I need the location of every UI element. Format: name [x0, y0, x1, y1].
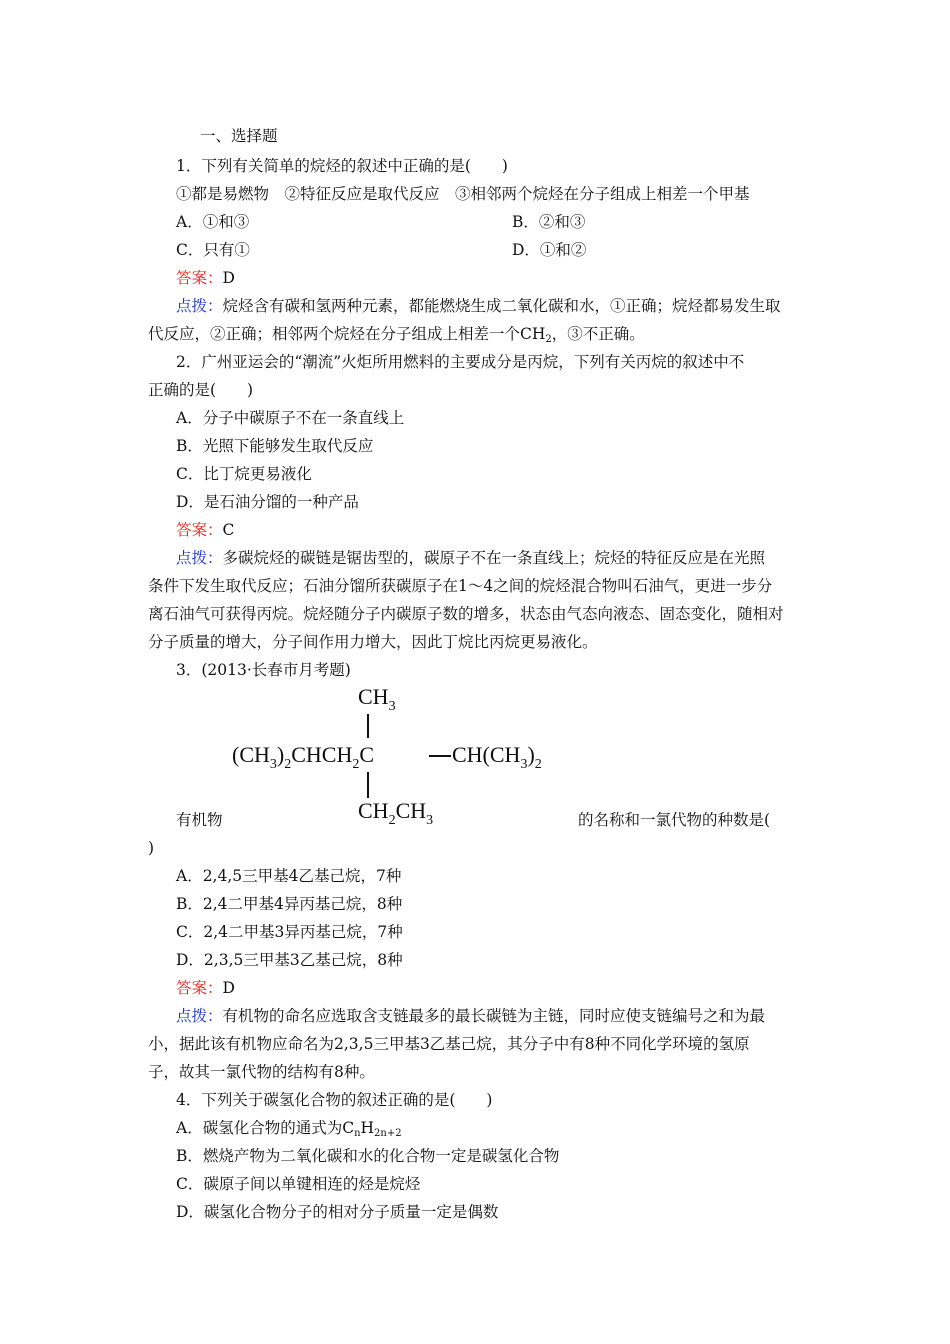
q3-stem-pre: 有机物	[176, 811, 223, 829]
formula-text: CH	[395, 798, 427, 823]
formula-text: )	[276, 742, 285, 767]
q1-option-c: C．只有①	[176, 241, 250, 259]
bond-vertical-bottom	[367, 772, 369, 798]
answer-label: 答案：	[176, 979, 223, 997]
q2-hint-line1	[176, 548, 765, 568]
hint-label: 点拨：	[176, 549, 223, 567]
subscript: 2	[534, 757, 542, 772]
answer-label: 答案：	[176, 521, 223, 539]
subscript: n	[354, 1128, 361, 1139]
q1-stem: 1．下列有关简单的烷烃的叙述中正确的是( )	[176, 157, 508, 175]
q3-hint-line1	[176, 1006, 765, 1026]
q3-option-a: A．2,4,5三甲基4乙基己烷，7种	[176, 867, 402, 885]
q3-answer	[176, 978, 235, 998]
q4-option-a	[176, 1118, 402, 1138]
q1-answer	[176, 268, 235, 288]
q2-stem-line1: 2．广州亚运会的“潮流”火炬所用燃料的主要成分是丙烷，下列有关丙烷的叙述中不	[176, 353, 745, 371]
bond-vertical-top	[367, 714, 369, 738]
option-text: A．碳氢化合物的通式为C	[176, 1119, 355, 1137]
subscript: 2n+2	[374, 1128, 402, 1139]
q3-source: 3．(2013·长春市月考题)	[176, 661, 351, 679]
q2-hint-line2: 条件下发生取代反应；石油分馏所获碳原子在1～4之间的烷烃混合物叫石油气，更进一步分	[148, 577, 773, 595]
subscript: 2	[352, 757, 360, 772]
hint-label: 点拨：	[176, 297, 223, 315]
hint-text: 烷烃含有碳和氢两种元素，都能燃烧生成二氧化碳和水，①正确；烷烃都易发生取	[222, 297, 781, 315]
section-title: 一、选择题	[200, 127, 278, 145]
formula-text: (CH	[232, 742, 270, 767]
answer-value: C	[222, 521, 235, 539]
q2-hint-line4: 分子质量的增大，分子间作用力增大，因此丁烷比丙烷更易液化。	[148, 633, 598, 651]
q2-stem-line2: 正确的是( )	[148, 381, 254, 399]
hint-text: ，③不正确。	[551, 325, 645, 343]
hint-text: 多碳烷烃的碳链是锯齿型的，碳原子不在一条直线上；烷烃的特征反应是在光照	[222, 549, 766, 567]
hint-text: 代反应，②正确；相邻两个烷烃在分子组成上相差一个CH	[148, 325, 546, 343]
subscript: 3	[388, 699, 396, 714]
q2-answer	[176, 520, 234, 540]
bond-horizontal	[429, 755, 451, 757]
formula-text: CH(CH	[452, 742, 521, 767]
q3-option-b: B．2,4二甲基4异丙基己烷，8种	[176, 895, 403, 913]
q3-hint-line2: 小，据此该有机物应命名为2,3,5三甲基3乙基己烷，其分子中有8种不同化学环境的氢原	[148, 1035, 750, 1053]
q2-option-d: D．是石油分馏的一种产品	[176, 493, 359, 511]
q2-option-b: B．光照下能够发生取代反应	[176, 437, 374, 455]
q3-option-c: C．2,4二甲基3异丙基己烷，7种	[176, 923, 403, 941]
subscript: 3	[269, 757, 277, 772]
formula-text: CHCH	[291, 742, 353, 767]
q3-stem-post: 的名称和一氯代物的种数是(	[578, 811, 771, 829]
q2-option-c: C．比丁烷更易液化	[176, 465, 312, 483]
subscript: 3	[520, 757, 528, 772]
formula-text: C	[359, 742, 375, 767]
q3-hint-line3: 子，故其一氯代物的结构有8种。	[148, 1063, 375, 1081]
q4-option-c: C．碳原子间以单键相连的烃是烷烃	[176, 1175, 421, 1193]
formula-main-chain-right	[452, 742, 542, 772]
q4-option-d: D．碳氢化合物分子的相对分子质量一定是偶数	[176, 1203, 499, 1221]
q1-option-b: B．②和③	[512, 213, 586, 231]
answer-value: D	[222, 269, 235, 287]
hint-label: 点拨：	[176, 1007, 223, 1025]
formula-text: CH	[358, 798, 389, 823]
q1-option-a: A．①和③	[176, 213, 250, 231]
answer-label: 答案：	[176, 269, 223, 287]
subscript: 2	[284, 757, 292, 772]
formula-bottom-group	[358, 798, 434, 828]
q4-option-b: B．燃烧产物为二氧化碳和水的化合物一定是碳氢化合物	[176, 1147, 560, 1165]
q2-hint-line3: 离石油气可获得丙烷。烷烃随分子内碳原子数的增多，状态由气态向液态、固态变化，随相对	[148, 605, 784, 623]
q3-option-d: D．2,3,5三甲基3乙基己烷，8种	[176, 951, 403, 969]
q4-stem: 4．下列关于碳氢化合物的叙述正确的是( )	[176, 1091, 493, 1109]
q1-option-d: D．①和②	[512, 241, 587, 259]
structural-formula	[228, 682, 588, 832]
hint-text: 有机物的命名应选取含支链最多的最长碳链为主链，同时应使支链编号之和为最	[222, 1007, 766, 1025]
formula-top-group	[358, 684, 396, 714]
q1-hint-line2	[148, 324, 645, 344]
formula-main-chain	[232, 742, 375, 772]
option-text: H	[360, 1119, 375, 1137]
subscript: 2	[545, 334, 552, 345]
q1-statements: ①都是易燃物 ②特征反应是取代反应 ③相邻两个烷烃在分子组成上相差一个甲基	[176, 185, 750, 203]
formula-text: )	[527, 742, 535, 767]
formula-text: CH	[358, 684, 389, 709]
q3-stem-close: )	[148, 839, 155, 857]
subscript: 2	[388, 813, 396, 828]
subscript: 3	[426, 813, 434, 828]
q2-option-a: A．分子中碳原子不在一条直线上	[176, 409, 405, 427]
answer-value: D	[222, 979, 235, 997]
q1-hint-line1	[176, 296, 781, 316]
